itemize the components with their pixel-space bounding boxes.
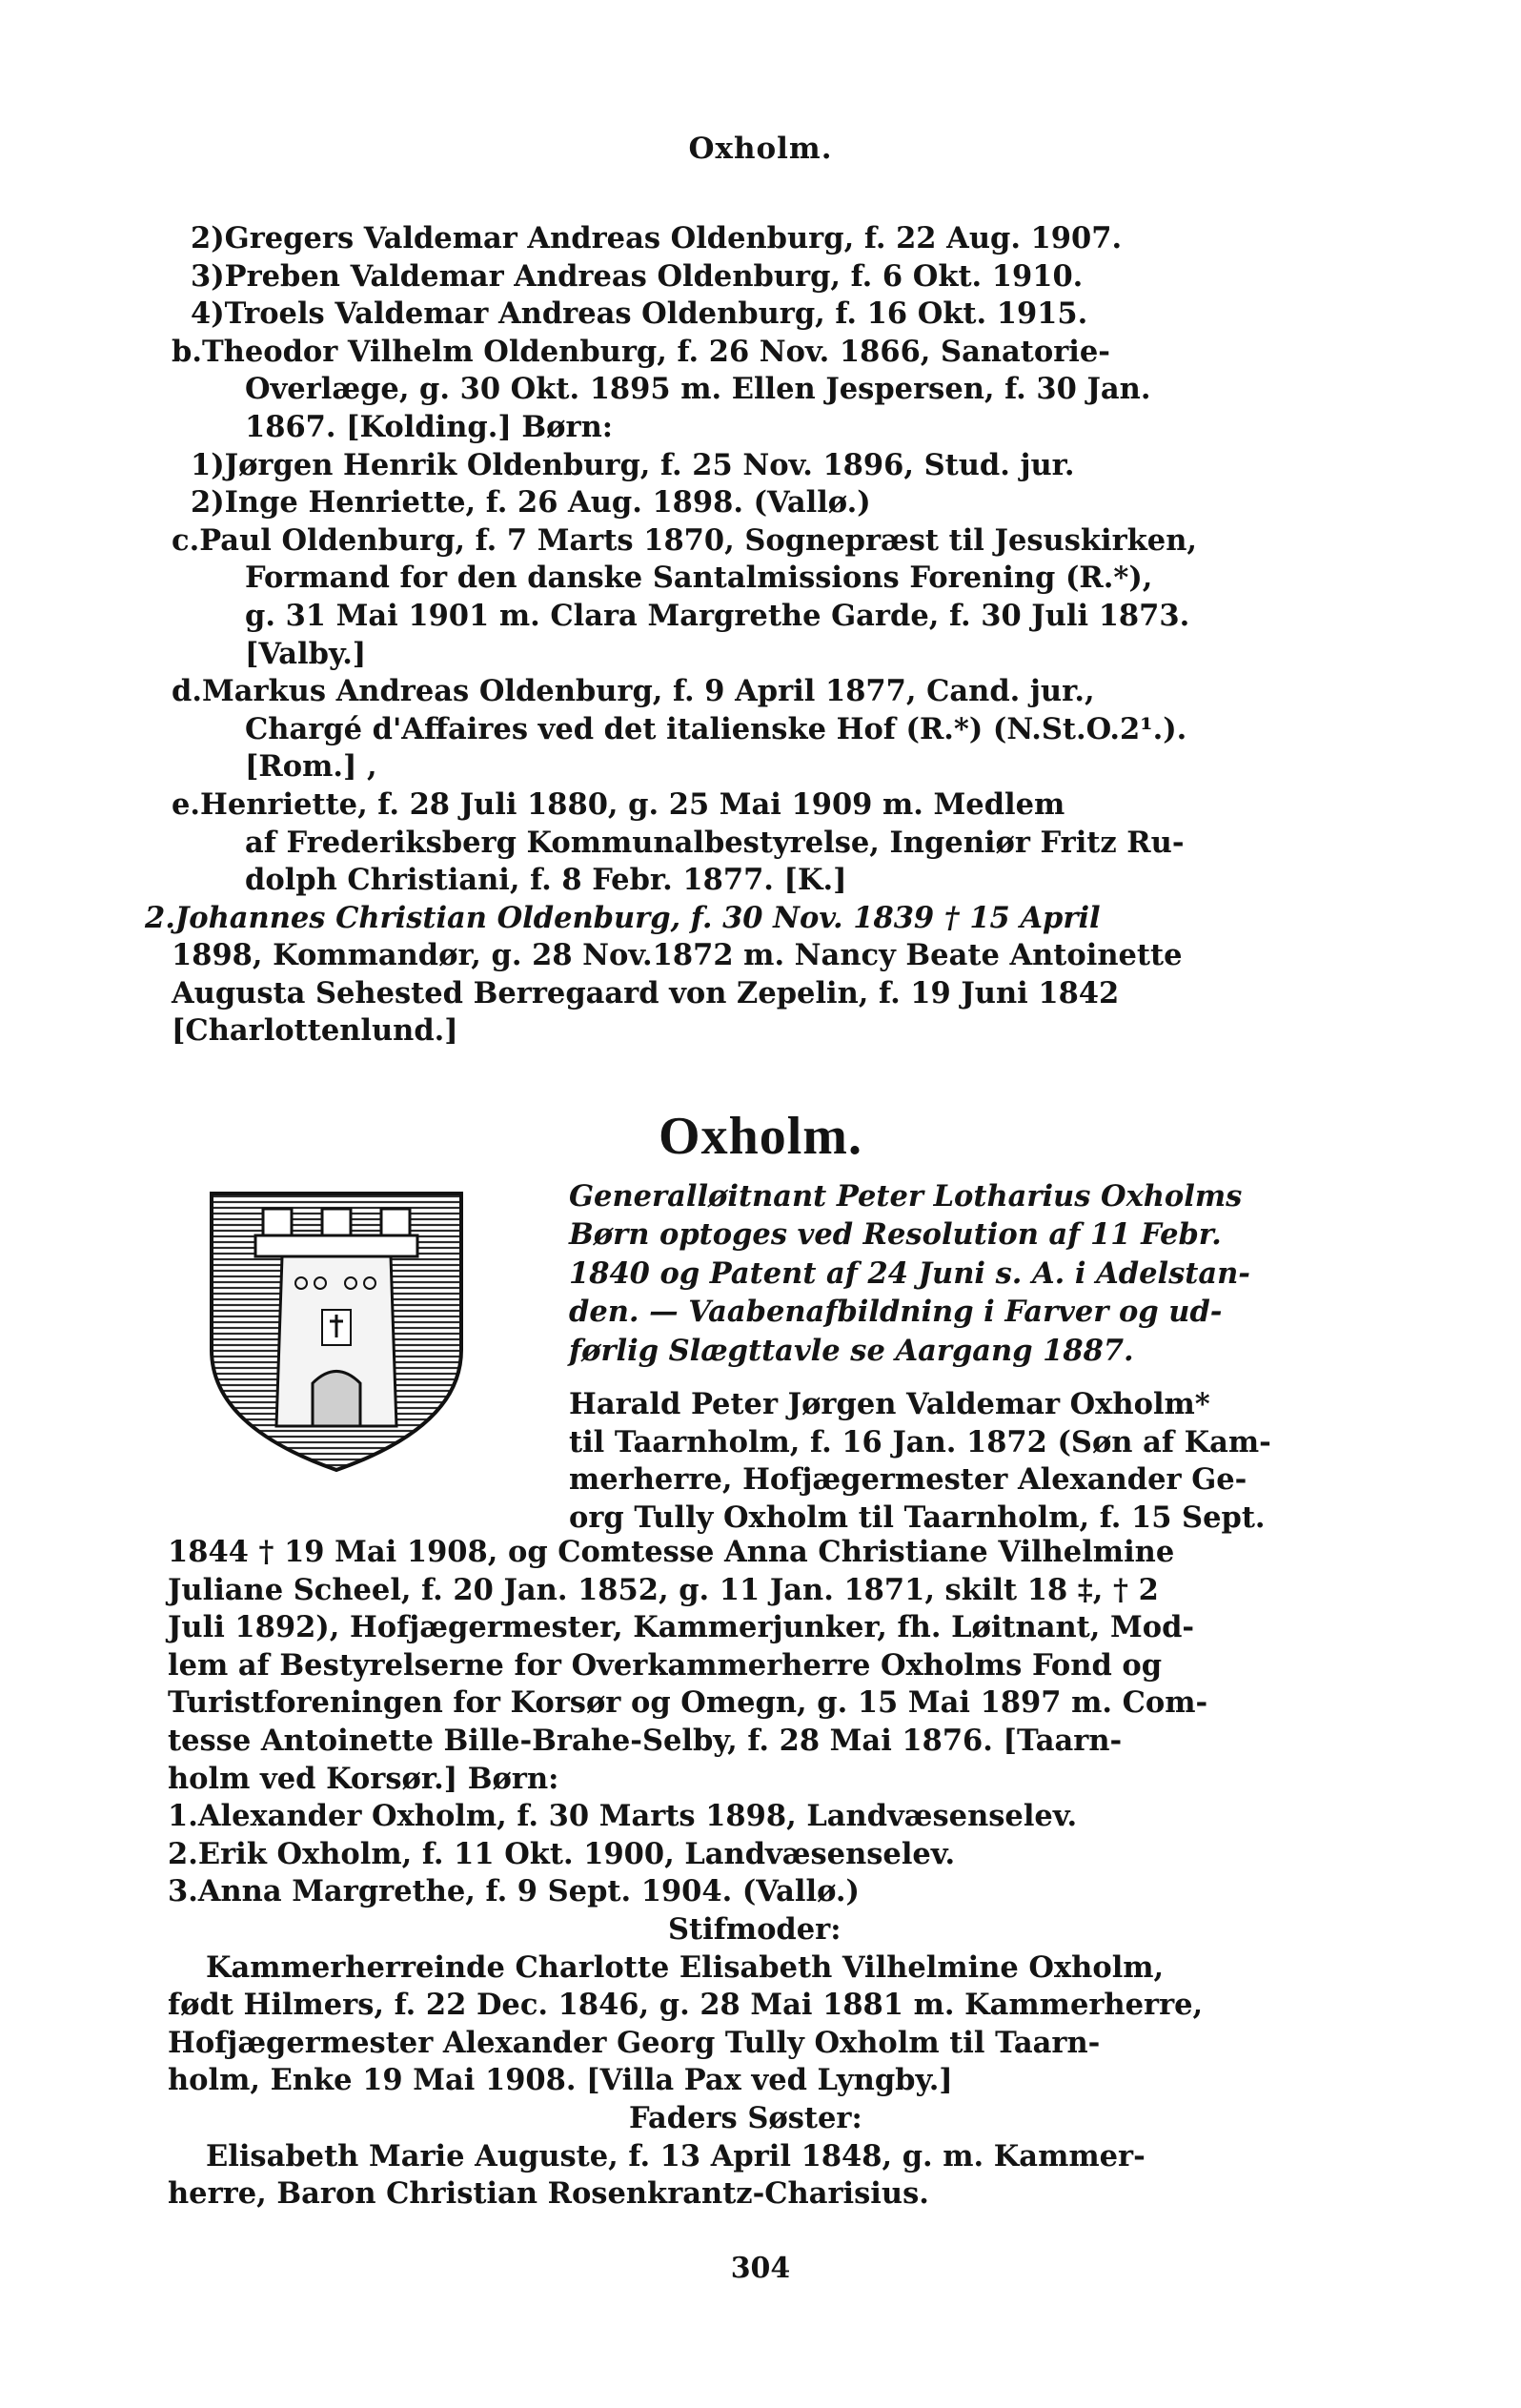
text-line: d.Markus Andreas Oldenburg, f. 9 April 1877, Cand. jur., xyxy=(172,674,1095,709)
text-line: til Taarnholm, f. 16 Jan. 1872 (Søn af Kam- xyxy=(569,1424,1271,1459)
text-line: Augusta Sehested Berregaard von Zepelin, f. 19 Juni 1842 xyxy=(172,975,1120,1010)
text-line: Stifmoder: xyxy=(668,1911,842,1947)
text-line: e.Henriette, f. 28 Juli 1880, g. 25 Mai 1909 m. Medlem xyxy=(172,786,1065,822)
text-line: Overlæge, g. 30 Okt. 1895 m. Ellen Jespersen, f. 30 Jan. xyxy=(245,372,1151,407)
text-line: herre, Baron Christian Rosenkrantz-Charisius. xyxy=(168,2176,929,2212)
text-line: 1.Alexander Oxholm, f. 30 Marts 1898, Landvæsenselev. xyxy=(168,1799,1078,1834)
text-line: tesse Antoinette Bille-Brahe-Selby, f. 28 Mai 1876. [Taarn- xyxy=(168,1723,1123,1758)
text-line: 1867. [Kolding.] Børn: xyxy=(245,409,614,444)
text-line: Formand for den danske Santalmissions Forening (R.*), xyxy=(245,561,1153,596)
text-line: [Rom.] , xyxy=(245,749,377,785)
text-line: den. — Vaabenafbildning i Farver og ud- xyxy=(569,1295,1223,1330)
text-line: Hofjægermester Alexander Georg Tully Oxholm til Taarn- xyxy=(168,2025,1101,2060)
text-line: g. 31 Mai 1901 m. Clara Margrethe Garde, f. 30 Juli 1873. xyxy=(245,598,1190,633)
text-line: førlig Slægttavle se Aargang 1887. xyxy=(569,1333,1134,1368)
text-line: lem af Bestyrelserne for Overkammerherre Oxholms Fond og xyxy=(168,1647,1163,1683)
entry-text-full xyxy=(168,1534,1207,2214)
text-line: merherre, Hofjægermester Alexander Ge- xyxy=(569,1462,1247,1498)
text-line: Juli 1892), Hofjægermester, Kammerjunker, fh. Løitnant, Mod- xyxy=(168,1610,1195,1645)
text-line: 1)Jørgen Henrik Oldenburg, f. 25 Nov. 1896, Stud. jur. xyxy=(191,447,1075,482)
text-line: 1840 og Patent af 24 Juni s. A. i Adelstan- xyxy=(569,1255,1250,1291)
text-line: 4)Troels Valdemar Andreas Oldenburg, f. 16 Okt. 1915. xyxy=(191,296,1088,332)
text-line: Chargé d'Affaires ved det italienske Hof (R.*) (N.St.O.2¹.). xyxy=(245,711,1187,746)
entry-text-narrow xyxy=(569,1386,1271,1537)
section-title: Oxholm. xyxy=(659,1107,862,1166)
page-number: 304 xyxy=(730,2252,791,2285)
text-line: Turistforeningen for Korsør og Omegn, g. 15 Mai 1897 m. Com- xyxy=(168,1685,1208,1721)
text-line: Generalløitnant Peter Lotharius Oxholms xyxy=(569,1179,1243,1214)
coat-of-arms-tower-icon xyxy=(208,1188,465,1474)
text-line: 2.Johannes Christian Oldenburg, f. 30 Nov. 1839 † 15 April xyxy=(145,900,1101,935)
text-line: født Hilmers, f. 22 Dec. 1846, g. 28 Mai 1881 m. Kammerherre, xyxy=(168,1988,1204,2023)
text-line: Faders Søster: xyxy=(629,2100,862,2135)
text-line: 3)Preben Valdemar Andreas Oldenburg, f. 6 Okt. 1910. xyxy=(191,258,1084,294)
upper-text-block xyxy=(145,220,1344,1051)
text-line: Harald Peter Jørgen Valdemar Oxholm* xyxy=(569,1387,1210,1421)
text-line: org Tully Oxholm til Taarnholm, f. 15 Sept. xyxy=(569,1500,1266,1535)
text-line: holm ved Korsør.] Børn: xyxy=(168,1761,559,1796)
text-line: Børn optoges ved Resolution af 11 Febr. xyxy=(569,1217,1222,1253)
text-line: 2)Inge Henriette, f. 26 Aug. 1898. (Vallø.) xyxy=(191,485,871,520)
text-line: 1844 † 19 Mai 1908, og Comtesse Anna Christiane Vilhelmine xyxy=(168,1535,1175,1569)
text-line: Kammerherreinde Charlotte Elisabeth Vilhelmine Oxholm, xyxy=(206,1949,1165,1985)
text-line: dolph Christiani, f. 8 Febr. 1877. [K.] xyxy=(245,863,847,898)
text-line: b.Theodor Vilhelm Oldenburg, f. 26 Nov. 1866, Sanatorie- xyxy=(172,334,1110,369)
text-line: 2)Gregers Valdemar Andreas Oldenburg, f. 22 Aug. 1907. xyxy=(191,221,1123,255)
text-line: holm, Enke 19 Mai 1908. [Villa Pax ved Lyngby.] xyxy=(168,2063,953,2098)
text-line: 3.Anna Margrethe, f. 9 Sept. 1904. (Vallø.) xyxy=(168,1874,860,1909)
text-line: c.Paul Oldenburg, f. 7 Marts 1870, Sognepræst til Jesuskirken, xyxy=(172,522,1197,558)
text-line: af Frederiksberg Kommunalbestyrelse, Ingeniør Fritz Ru- xyxy=(245,825,1185,860)
text-line: [Valby.] xyxy=(245,636,367,671)
text-line: 2.Erik Oxholm, f. 11 Okt. 1900, Landvæsenselev. xyxy=(168,1836,956,1871)
text-line: Juliane Scheel, f. 20 Jan. 1852, g. 11 Jan. 1871, skilt 18 ‡, † 2 xyxy=(168,1572,1159,1607)
running-head: Oxholm. xyxy=(688,132,833,166)
text-line: 1898, Kommandør, g. 28 Nov.1872 m. Nancy Beate Antoinette xyxy=(172,938,1183,973)
text-line: [Charlottenlund.] xyxy=(172,1013,458,1049)
text-line: Elisabeth Marie Auguste, f. 13 April 1848, g. m. Kammer- xyxy=(206,2138,1146,2173)
heraldic-note xyxy=(569,1177,1350,1370)
